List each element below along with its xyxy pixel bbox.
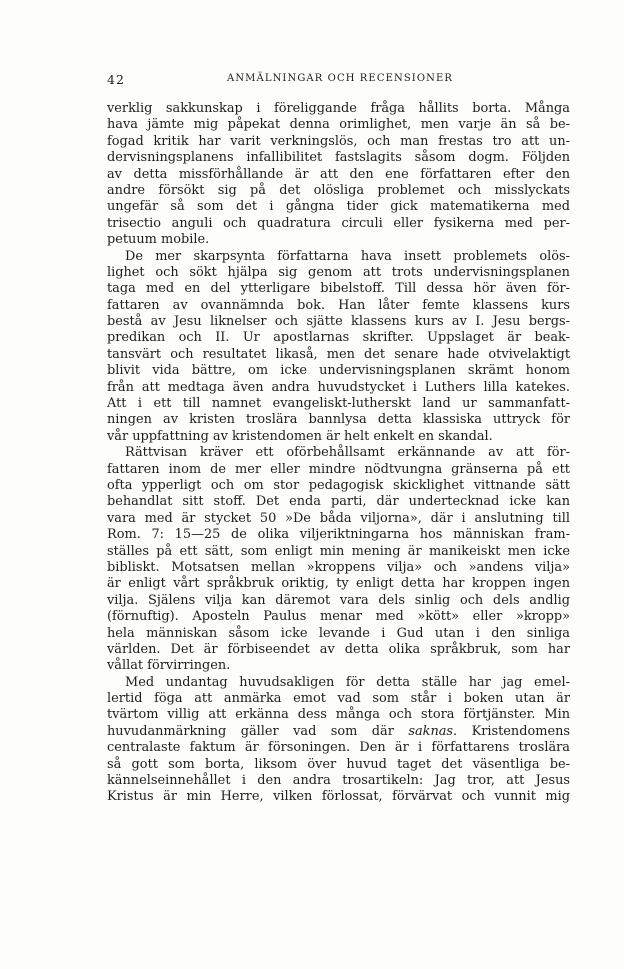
- text-line: tansvärt och resultatet likaså, men det senare hade otvivelaktigt: [107, 346, 570, 362]
- text-line: behandlat sitt stoff. Det enda parti, där undertecknad icke kan: [107, 494, 570, 510]
- text-line: världen. Det är förbiseendet av detta olika språkbruk, som har: [107, 641, 570, 657]
- text-line: Att i ett till namnet evangeliskt-lutherskt land ur sammanfatt-: [107, 396, 570, 412]
- text-line: Med undantag huvudsakligen för detta ställe har jag emel-: [125, 674, 570, 690]
- text-line: från att medtaga även andra huvudstycket i Luthers lilla katekes.: [107, 379, 570, 395]
- text-line: vara med är stycket 50 »De båda viljorna», där i anslutning till: [107, 510, 570, 526]
- text-line: av detta missförhållande är att den ene författaren efter den: [107, 166, 570, 182]
- text-line: ungefär så som det i gångna tider gick matematikerna med: [107, 199, 570, 215]
- text-line: lertid föga att anmärka emot vad som står i boken utan är: [107, 691, 570, 707]
- text-line: predikan och II. Ur apostlarnas skrifter. Uppslaget är beak-: [107, 330, 570, 346]
- text-line: blivit vida bättre, om icke undervisningsplanen skrämt honom: [107, 363, 570, 379]
- text-line: centralaste faktum är försoningen. Den är i författarens troslära: [107, 740, 570, 756]
- text-line: De mer skarpsynta författarna hava insett problemets olös-: [125, 248, 570, 264]
- text-line: vår uppfattning av kristendomen är helt enkelt en skandal.: [107, 428, 493, 444]
- text-line: så gott som borta, liksom över huvud taget det väsentliga be-: [107, 756, 570, 772]
- text-line: ställes på ett sätt, som enligt min mening är manikeiskt men icke: [107, 543, 570, 559]
- text-segment: . Kristendomens: [453, 723, 570, 739]
- text-line: bestå av Jesu liknelser och sjätte klassens kurs av I. Jesu bergs-: [107, 314, 570, 330]
- text-line: Rättvisan kräver ett oförbehållsamt erkännande av att för-: [125, 445, 570, 461]
- text-line: taga med en del ytterligare bibelstoff. Till dessa hör även för-: [107, 281, 570, 297]
- text-line: hava jämte mig påpekat denna orimlighet, men varje än så be-: [107, 117, 570, 133]
- running-title: ANMÄLNINGAR OCH RECENSIONER: [227, 73, 453, 84]
- page-header: [107, 72, 570, 88]
- text-line: fattaren inom de mer eller mindre nödtvungna gränserna på ett: [107, 461, 570, 477]
- text-line: petuum mobile.: [107, 232, 210, 248]
- text-line: Rom. 7: 15—25 de olika viljeriktningarna hos människan fram-: [107, 527, 570, 543]
- text-line: (förnuftig). Aposteln Paulus menar med »kött» eller »kropp»: [107, 609, 570, 625]
- text-line: vållat förvirringen.: [107, 658, 231, 674]
- text-line: ofta ypperligt och om stor pedagogisk skicklighet vittnande sätt: [107, 477, 570, 493]
- text-line: bibliskt. Motsatsen mellan »kroppens vilja» och »andens vilja»: [107, 559, 570, 575]
- text-line: tvärtom villig att erkänna dess många och stora förtjänster. Min: [107, 707, 570, 723]
- text-segment: huvudanmärkning gäller vad som där: [107, 723, 394, 739]
- text-line: kännelseinnehållet i den andra trosartikeln: Jag tror, att Jesus: [107, 773, 570, 789]
- body-text: [107, 101, 570, 806]
- emphasized-word: saknas: [408, 723, 454, 739]
- text-line: dervisningsplanens infallibilitet fastslagits såsom dogm. Följden: [107, 150, 570, 166]
- text-line: andre försökt sig på det olösliga problemet och misslyckats: [107, 182, 570, 198]
- text-line: vilja. Själens vilja kan däremot vara dels sinlig och dels andlig: [107, 592, 570, 608]
- text-line: fogad kritik har varit verkningslös, och man frestas tro att un-: [107, 133, 570, 149]
- page-number: 42: [107, 72, 125, 87]
- text-line: Kristus är min Herre, vilken förlossat, förvärvat och vunnit mig: [107, 789, 570, 805]
- text-line: trisectio anguli och quadratura circuli eller fysikerna med per-: [107, 215, 570, 231]
- text-line: ningen av kristen troslära bannlysa detta klassiska uttryck för: [107, 412, 570, 428]
- text-line: hela människan såsom icke levande i Gud utan i den sinliga: [107, 625, 570, 641]
- text-line: lighet och sökt hjälpa sig genom att trots undervisningsplanen: [107, 264, 570, 280]
- text-line: fattaren av ovannämnda bok. Han låter femte klassens kurs: [107, 297, 570, 313]
- text-line: är enligt vårt språkbruk oriktig, ty enligt detta har kroppen ingen: [107, 576, 570, 592]
- text-line: verklig sakkunskap i föreliggande fråga hållits borta. Många: [107, 101, 570, 116]
- text-line: [107, 724, 570, 740]
